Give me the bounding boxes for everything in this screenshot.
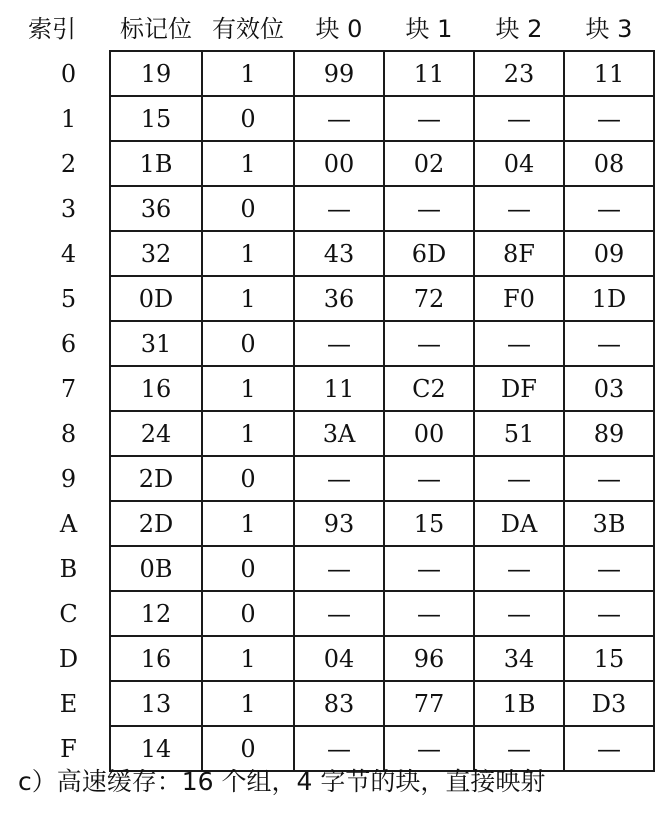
header-block-0: 块 0 <box>315 14 363 43</box>
valid-cell: 1 <box>202 411 294 456</box>
block-3-cell: 03 <box>564 366 654 411</box>
valid-cell: 0 <box>202 321 294 366</box>
table-row <box>28 366 654 411</box>
block-0-cell: 36 <box>294 276 384 321</box>
row-index: B <box>59 554 78 583</box>
block-0-cell: 04 <box>294 636 384 681</box>
block-1-cell: — <box>384 96 474 141</box>
tag-cell: 31 <box>110 321 202 366</box>
block-1-cell: — <box>384 591 474 636</box>
block-3-cell: — <box>564 726 654 771</box>
block-1-cell: 77 <box>384 681 474 726</box>
valid-cell: 1 <box>202 681 294 726</box>
block-0-cell: 83 <box>294 681 384 726</box>
block-0-cell: 93 <box>294 501 384 546</box>
tag-cell: 1B <box>110 141 202 186</box>
valid-cell: 0 <box>202 186 294 231</box>
block-1-cell: 72 <box>384 276 474 321</box>
block-0-cell: 43 <box>294 231 384 276</box>
table-row <box>28 411 654 456</box>
block-0-cell: — <box>294 321 384 366</box>
block-3-cell: — <box>564 186 654 231</box>
block-2-cell: 23 <box>474 51 564 96</box>
block-3-cell: D3 <box>564 681 654 726</box>
block-3-cell: 89 <box>564 411 654 456</box>
block-2-cell: — <box>474 546 564 591</box>
block-1-cell: 15 <box>384 501 474 546</box>
table-row <box>28 186 654 231</box>
tag-cell: 0D <box>110 276 202 321</box>
block-3-cell: — <box>564 96 654 141</box>
block-1-cell: 00 <box>384 411 474 456</box>
table-row <box>28 276 654 321</box>
block-2-cell: 34 <box>474 636 564 681</box>
block-2-cell: — <box>474 726 564 771</box>
row-index: F <box>60 734 77 763</box>
table-row <box>28 231 654 276</box>
block-2-cell: — <box>474 456 564 501</box>
row-index: 0 <box>60 59 77 88</box>
row-index: 8 <box>60 419 77 448</box>
row-index: A <box>59 509 78 538</box>
header-valid: 有效位 <box>212 14 284 43</box>
valid-cell: 0 <box>202 456 294 501</box>
row-index: E <box>59 689 78 718</box>
block-2-cell: F0 <box>474 276 564 321</box>
table-row <box>28 141 654 186</box>
block-0-cell: 00 <box>294 141 384 186</box>
block-3-cell: 3B <box>564 501 654 546</box>
block-3-cell: — <box>564 456 654 501</box>
tag-cell: 32 <box>110 231 202 276</box>
valid-cell: 1 <box>202 51 294 96</box>
row-index: C <box>59 599 78 628</box>
valid-cell: 1 <box>202 141 294 186</box>
tag-cell: 12 <box>110 591 202 636</box>
row-index: 9 <box>60 464 77 493</box>
header-block-3: 块 3 <box>585 14 633 43</box>
valid-cell: 1 <box>202 366 294 411</box>
block-3-cell: 11 <box>564 51 654 96</box>
header-row <box>28 2 654 51</box>
tag-cell: 2D <box>110 501 202 546</box>
header-block-2: 块 2 <box>495 14 543 43</box>
tag-cell: 16 <box>110 636 202 681</box>
block-2-cell: DF <box>474 366 564 411</box>
table-row <box>28 501 654 546</box>
row-index: 3 <box>60 194 77 223</box>
table-row <box>28 681 654 726</box>
valid-cell: 1 <box>202 636 294 681</box>
block-3-cell: 09 <box>564 231 654 276</box>
block-0-cell: — <box>294 186 384 231</box>
row-index: D <box>58 644 79 673</box>
block-2-cell: DA <box>474 501 564 546</box>
block-2-cell: 04 <box>474 141 564 186</box>
block-0-cell: 99 <box>294 51 384 96</box>
block-1-cell: — <box>384 726 474 771</box>
valid-cell: 1 <box>202 231 294 276</box>
tag-cell: 19 <box>110 51 202 96</box>
row-index: 5 <box>60 284 77 313</box>
block-3-cell: 1D <box>564 276 654 321</box>
header-index: 索引 <box>28 15 76 43</box>
block-3-cell: 15 <box>564 636 654 681</box>
table-row <box>28 51 654 96</box>
block-1-cell: — <box>384 321 474 366</box>
block-1-cell: C2 <box>384 366 474 411</box>
valid-cell: 1 <box>202 501 294 546</box>
header-tag: 标记位 <box>120 14 192 43</box>
table-row <box>28 591 654 636</box>
valid-cell: 1 <box>202 276 294 321</box>
block-0-cell: — <box>294 726 384 771</box>
block-2-cell: — <box>474 96 564 141</box>
valid-cell: 0 <box>202 96 294 141</box>
table-row <box>28 96 654 141</box>
tag-cell: 0B <box>110 546 202 591</box>
block-0-cell: 3A <box>294 411 384 456</box>
valid-cell: 0 <box>202 546 294 591</box>
block-3-cell: — <box>564 321 654 366</box>
block-0-cell: — <box>294 546 384 591</box>
header-block-1: 块 1 <box>405 14 453 43</box>
table-row <box>28 636 654 681</box>
block-3-cell: — <box>564 546 654 591</box>
block-1-cell: — <box>384 186 474 231</box>
table-row <box>28 456 654 501</box>
row-index: 2 <box>60 149 77 178</box>
tag-cell: 16 <box>110 366 202 411</box>
tag-cell: 15 <box>110 96 202 141</box>
block-1-cell: 6D <box>384 231 474 276</box>
cache-table <box>28 2 655 772</box>
block-2-cell: 1B <box>474 681 564 726</box>
valid-cell: 0 <box>202 591 294 636</box>
valid-cell: 0 <box>202 726 294 771</box>
tag-cell: 14 <box>110 726 202 771</box>
block-2-cell: — <box>474 591 564 636</box>
row-index: 6 <box>60 329 77 358</box>
row-index: 4 <box>60 239 77 268</box>
figure-caption: c）高速缓存：16 个组，4 字节的块，直接映射 <box>18 767 546 796</box>
block-3-cell: — <box>564 591 654 636</box>
tag-cell: 2D <box>110 456 202 501</box>
block-2-cell: 51 <box>474 411 564 456</box>
table-row <box>28 321 654 366</box>
block-3-cell: 08 <box>564 141 654 186</box>
block-1-cell: — <box>384 456 474 501</box>
block-2-cell: — <box>474 321 564 366</box>
block-0-cell: 11 <box>294 366 384 411</box>
tag-cell: 24 <box>110 411 202 456</box>
block-0-cell: — <box>294 96 384 141</box>
block-1-cell: 11 <box>384 51 474 96</box>
table-row <box>28 546 654 591</box>
block-1-cell: — <box>384 546 474 591</box>
block-0-cell: — <box>294 456 384 501</box>
tag-cell: 13 <box>110 681 202 726</box>
row-index: 7 <box>60 374 77 403</box>
block-2-cell: — <box>474 186 564 231</box>
block-2-cell: 8F <box>474 231 564 276</box>
table-body <box>28 51 654 771</box>
block-1-cell: 96 <box>384 636 474 681</box>
block-1-cell: 02 <box>384 141 474 186</box>
block-0-cell: — <box>294 591 384 636</box>
row-index: 1 <box>60 104 77 133</box>
tag-cell: 36 <box>110 186 202 231</box>
